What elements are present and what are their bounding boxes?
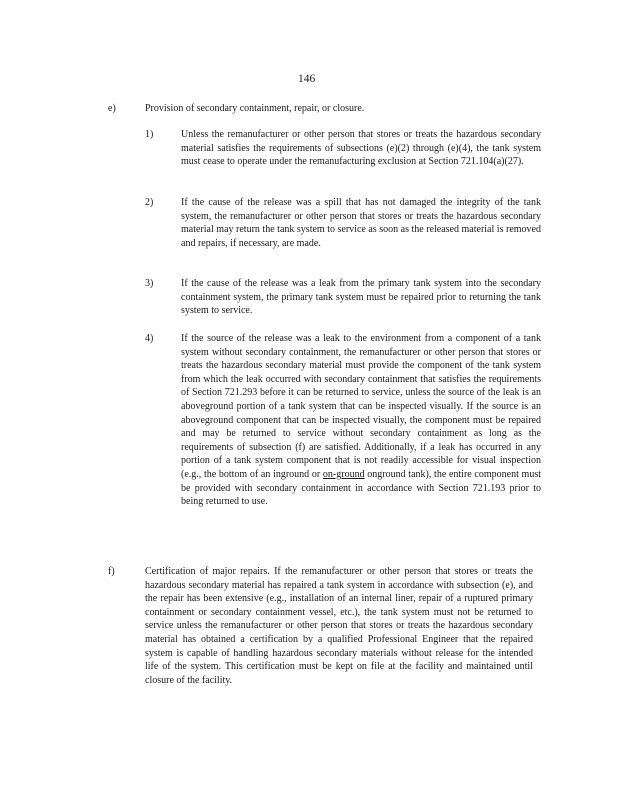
section-f-text: Certification of major repairs. If the remanufacturer or other person that stores or treats the hazardous secondary material has repaired a tank system in accordance with subsection (e), and the repair has been extensive (e.g., installation of an internal liner, repair of a ruptured primary containment or secondary containment vessel, etc.), the tank system must not be returned to service unless the remanufacturer or other person that stores or treats the hazardous secondary material has obtained a certification by a qualified Professional Engineer that the repaired system is capable of handling hazardous secondary materials without release for the intended life of the system. This certification must be kept on file at the facility and maintained until closure of the facility. [145,566,533,686]
subsection-e-2-marker: 2) [145,197,154,208]
subsection-e-4-text [181,332,541,509]
subsection-e-4-marker: 4) [145,333,154,344]
subsection-e-2-text: If the cause of the release was a spill that has not damaged the integrity of the tank system, the remanufacturer or other person that stores or treats the hazardous secondary material may return the tank system to service as soon as the released material is removed and repairs, if necessary, are made. [181,197,541,249]
section-e-marker: e) [108,103,116,114]
subsection-e-1-text: Unless the remanufacturer or other person that stores or treats the hazardous secondary material satisfies the requirements of subsections (e)(2) through (e)(4), the tank system must cease to operate under the remanufacturing exclusion at Section 721.104(a)(27). [181,129,541,168]
subsection-e-3-text: If the cause of the release was a leak from the primary tank system into the secondary containment system, the primary tank system must be repaired prior to returning the tank system to service. [181,278,541,317]
subsection-e-4-underlined-term: on-ground [322,468,365,480]
subsection-e-4-text-part-2: onground tank), the entire component must be provided with secondary containment in accordance with Section 721.193 prior to being returned to use. [181,468,541,508]
page-number: 146 [298,73,316,85]
subsection-e-1-marker: 1) [145,129,154,140]
subsection-e-3-marker: 3) [145,278,154,289]
section-f-marker: f) [108,566,115,577]
section-e-heading: Provision of secondary containment, repair, or closure. [145,103,365,114]
subsection-e-4-text-part-1: If the source of the release was a leak to the environment from a component of a tank system without secondary containment, the remanufacturer or other person that stores or treats the hazardous secondary material must provide the component of the tank system from which the leak occurred with secondary containment that satisfies the requirements of Section 721.293 before it can be returned to service, unless the source of the leak is an aboveground portion of a tank system that can be inspected visually. If the source is an aboveground component that can be inspected visually, the component must be repaired and may be returned to service without secondary containment as long as the requirements of subsection (f) are satisfied. Additionally, if a leak has occurred in any portion of a tank system component that is not readily accessible for visual inspection (e.g., the bottom of an inground or [181,333,541,480]
